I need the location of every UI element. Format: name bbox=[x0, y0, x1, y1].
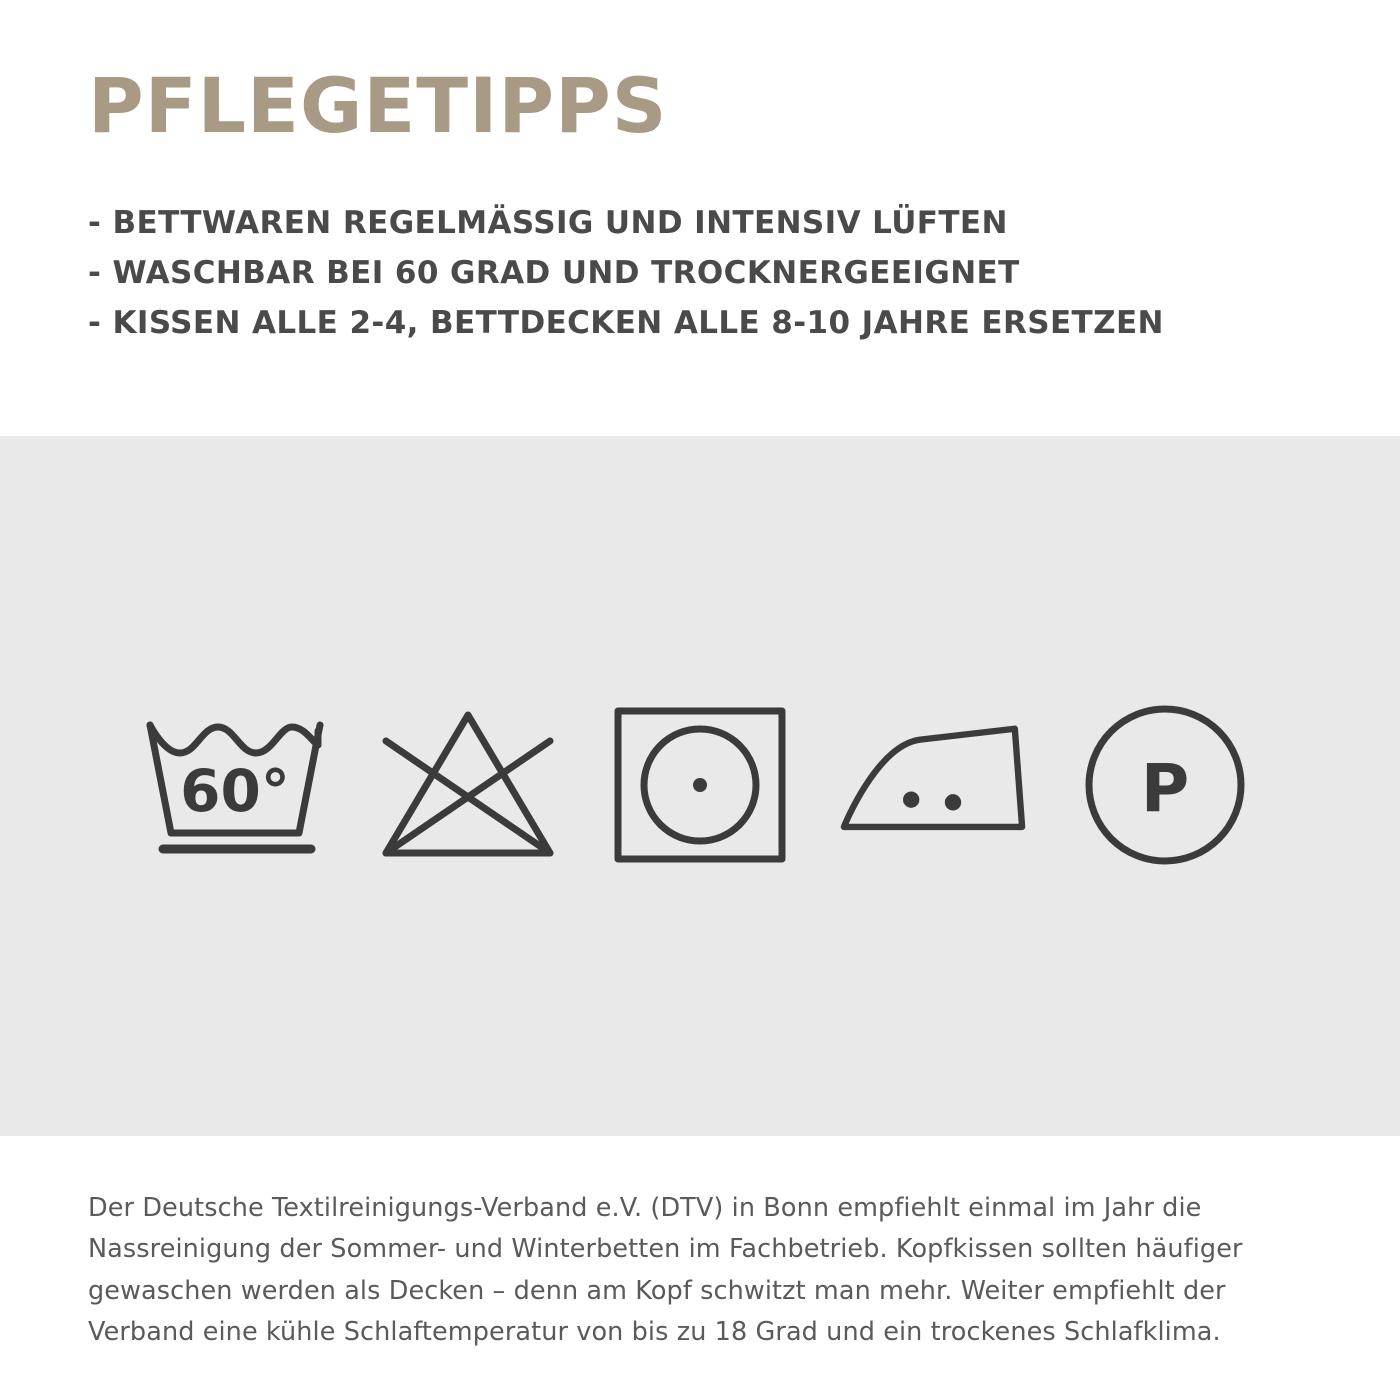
wash-temperature-label: 60° bbox=[180, 757, 290, 825]
footer-section bbox=[0, 1136, 1400, 1400]
care-symbol-row bbox=[105, 691, 1295, 881]
wash-60-icon bbox=[135, 691, 335, 881]
tips-list bbox=[88, 198, 1400, 349]
tumble-dry-low-icon bbox=[600, 691, 800, 881]
tip-item: - WASCHBAR BEI 60 GRAD UND TROCKNERGEEIGNET bbox=[88, 255, 1020, 292]
iron-two-dots-icon bbox=[833, 691, 1033, 881]
footer-paragraph: Der Deutsche Textilreinigungs-Verband e.V. (DTV) in Bonn empfiehlt einmal im Jahr die Nassreinigung der Sommer- und Winterbetten im Fachbetrieb. Kopfkissen sollten häufiger gewaschen werden als Decken – denn am Kopf schwitzt man mehr. Weiter empfiehlt der Verband eine kühle Schlaftemperatur von bis zu 18 Grad und ein trockenes Schlafklima. bbox=[88, 1193, 1243, 1347]
cleaning-code-label: P bbox=[1140, 750, 1190, 827]
tip-item: - KISSEN ALLE 2-4, BETTDECKEN ALLE 8-10 JAHRE ERSETZEN bbox=[88, 305, 1164, 342]
care-symbol-band bbox=[0, 436, 1400, 1136]
tip-item: - BETTWAREN REGELMÄSSIG UND INTENSIV LÜFTEN bbox=[88, 205, 1008, 241]
tips-section bbox=[0, 0, 1400, 436]
professional-cleaning-p-icon bbox=[1065, 691, 1265, 881]
do-not-bleach-icon bbox=[368, 691, 568, 881]
page-title: PFLEGETIPPS bbox=[88, 61, 668, 150]
